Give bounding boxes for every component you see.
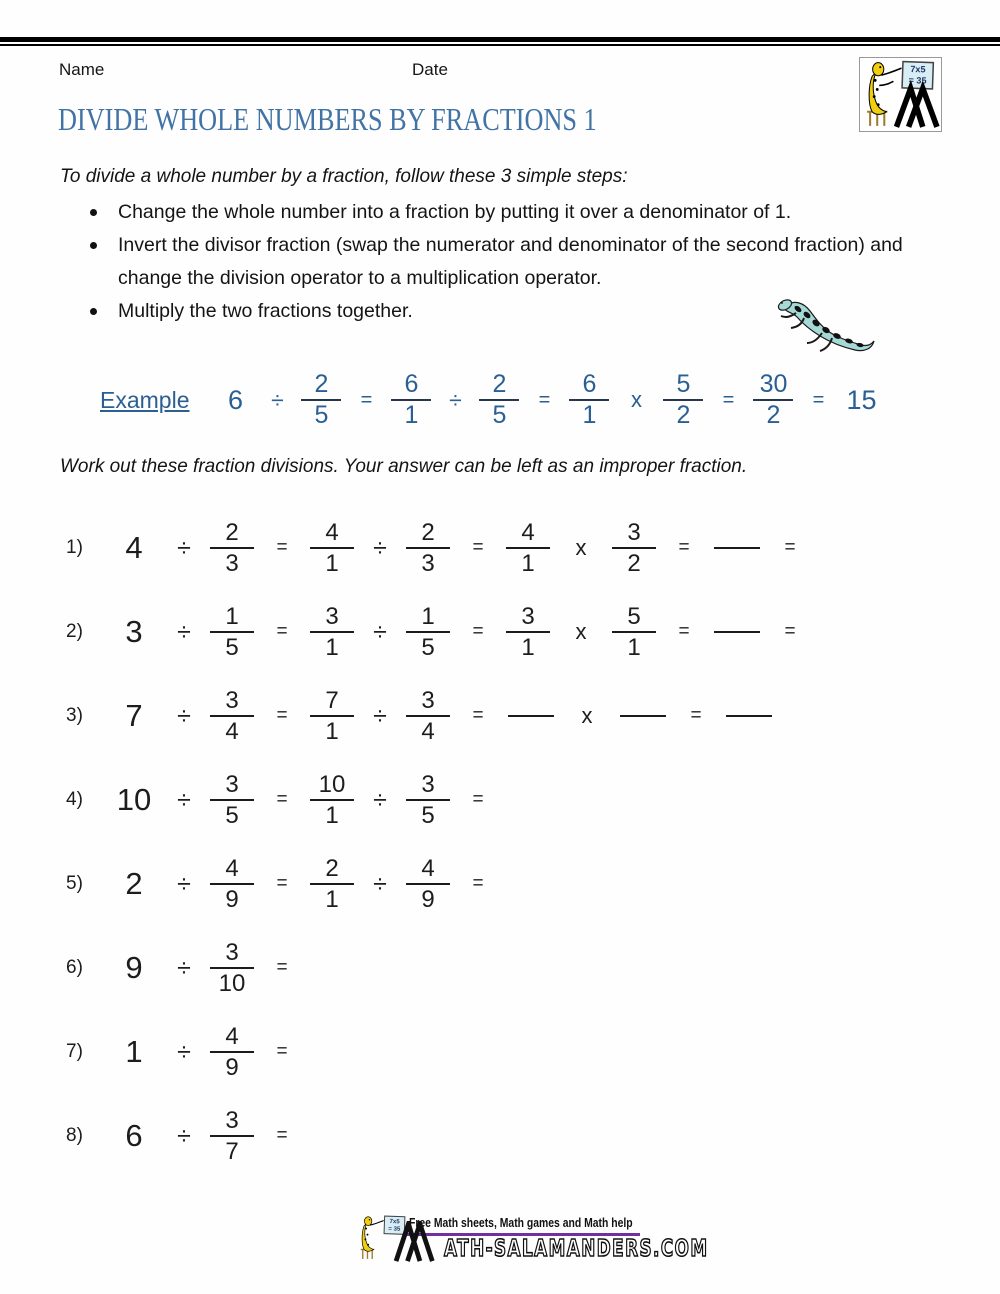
operator: = [690, 705, 702, 726]
operator: = [472, 621, 484, 642]
denominator: 2 [627, 550, 641, 577]
numerator: 4 [421, 855, 435, 882]
problem-equation [106, 940, 306, 996]
denominator: 5 [225, 634, 239, 661]
fraction [306, 604, 358, 660]
answer-line [714, 547, 760, 549]
denominator: 10 [218, 970, 246, 997]
date-label: Date [412, 60, 448, 79]
example-equation [213, 372, 883, 428]
numerator: 6 [404, 370, 419, 398]
fraction [306, 688, 358, 744]
fraction [402, 520, 454, 576]
answer-blank [708, 631, 766, 633]
numerator: 3 [225, 687, 239, 714]
fraction-bar [612, 547, 656, 549]
operator: x [575, 535, 587, 560]
numerator: 4 [225, 1023, 239, 1050]
denominator: 1 [627, 634, 641, 661]
fraction [402, 772, 454, 828]
operator: = [276, 537, 288, 558]
answer-line [508, 715, 554, 717]
denominator: 1 [325, 802, 339, 829]
problem-equation [106, 520, 814, 576]
operator: = [722, 388, 735, 411]
whole-number: 4 [125, 530, 143, 565]
fraction [608, 520, 660, 576]
operator: = [276, 957, 288, 978]
numerator: 3 [421, 771, 435, 798]
operator: ÷ [271, 386, 284, 413]
operator: = [276, 1041, 288, 1062]
fraction-bar [406, 799, 450, 801]
divider-rule [0, 37, 1000, 46]
fraction [206, 604, 258, 660]
problem-list [66, 506, 814, 1178]
problem-row [66, 758, 814, 842]
operator: ÷ [177, 1121, 191, 1150]
operator: ÷ [177, 785, 191, 814]
operator: ÷ [177, 869, 191, 898]
problem-row [66, 926, 814, 1010]
problem-number: 8) [66, 1125, 83, 1146]
math-salamanders-logo [859, 57, 942, 132]
denominator: 3 [421, 550, 435, 577]
problem-number: 5) [66, 873, 83, 894]
problem-equation [106, 856, 502, 912]
whole-number: 1 [125, 1034, 143, 1069]
fraction [659, 372, 707, 428]
denominator: 1 [325, 550, 339, 577]
fraction [475, 372, 523, 428]
denominator: 5 [225, 802, 239, 829]
fraction [206, 856, 258, 912]
numerator: 5 [676, 370, 691, 398]
numerator: 7 [325, 687, 339, 714]
denominator: 5 [492, 401, 507, 429]
operator: = [276, 621, 288, 642]
operator: ÷ [373, 701, 387, 730]
fraction [297, 372, 345, 428]
fraction [306, 856, 358, 912]
fraction-bar [210, 883, 254, 885]
denominator: 7 [225, 1138, 239, 1165]
whole-number: 3 [125, 614, 143, 649]
operator: = [538, 388, 551, 411]
operator: = [276, 789, 288, 810]
fraction-bar [506, 631, 550, 633]
numerator: 3 [225, 1107, 239, 1134]
fraction [502, 520, 554, 576]
problem-equation [106, 1024, 306, 1080]
fraction [206, 772, 258, 828]
m-glyph-icon [896, 88, 937, 126]
fraction [306, 520, 358, 576]
problem-number: 4) [66, 789, 83, 810]
fraction [206, 940, 258, 996]
footer-salamander-body [362, 1217, 384, 1252]
numerator: 4 [225, 855, 239, 882]
numerator: 3 [627, 519, 641, 546]
fraction [608, 604, 660, 660]
fraction-bar [310, 631, 354, 633]
problem-row [66, 674, 814, 758]
operator: ÷ [177, 701, 191, 730]
problem-equation [106, 688, 778, 744]
denominator: 1 [325, 886, 339, 913]
fraction-bar [310, 799, 354, 801]
salamander-icon [869, 63, 901, 115]
problem-row [66, 842, 814, 926]
problem-row [66, 590, 814, 674]
example-row [100, 356, 883, 444]
whole-number: 7 [125, 698, 143, 733]
example-label: Example [100, 386, 190, 413]
denominator: 1 [325, 718, 339, 745]
fraction [402, 856, 454, 912]
answer-line [714, 631, 760, 633]
operator: ÷ [177, 617, 191, 646]
answer-blank [614, 715, 672, 717]
fraction [502, 604, 554, 660]
operator: ÷ [373, 785, 387, 814]
problem-equation [106, 1108, 306, 1164]
chalkboard-icon [902, 62, 933, 89]
fraction [565, 372, 613, 428]
operator: = [472, 873, 484, 894]
numerator: 5 [627, 603, 641, 630]
answer-line [726, 715, 772, 717]
answer-blank [720, 715, 778, 717]
whole-number: 9 [125, 950, 143, 985]
problem-number: 2) [66, 621, 83, 642]
fraction [749, 372, 797, 428]
svg-text:= 35: = 35 [908, 75, 927, 86]
answer-blank [708, 547, 766, 549]
operator: = [472, 789, 484, 810]
svg-text:7x5: 7x5 [389, 1218, 400, 1226]
operator: = [678, 537, 690, 558]
denominator: 2 [676, 401, 691, 429]
fraction [206, 688, 258, 744]
footer-tagline: Free Math sheets, Math games and Math help [409, 1215, 633, 1230]
operator: ÷ [449, 386, 462, 413]
problem-equation [106, 604, 814, 660]
whole-number: 15 [846, 384, 877, 415]
fraction-bar [406, 547, 450, 549]
operator: ÷ [177, 533, 191, 562]
operator: ÷ [373, 617, 387, 646]
numerator: 10 [318, 771, 346, 798]
numerator: 2 [314, 370, 329, 398]
denominator: 1 [521, 550, 535, 577]
operator: x [575, 619, 587, 644]
svg-text:= 35: = 35 [388, 1226, 401, 1233]
numerator: 3 [521, 603, 535, 630]
name-label: Name [59, 60, 105, 79]
operator: = [276, 705, 288, 726]
numerator: 3 [225, 771, 239, 798]
problem-number: 3) [66, 705, 83, 726]
problem-equation [106, 772, 502, 828]
fraction [206, 1024, 258, 1080]
footer-m-glyph-icon [392, 1221, 444, 1263]
numerator: 4 [521, 519, 535, 546]
operator: = [812, 388, 825, 411]
page-title: DIVIDE WHOLE NUMBERS BY FRACTIONS 1 [58, 101, 597, 137]
step-item: Change the whole number into a fraction by putting it over a denominator of 1. [88, 196, 956, 229]
numerator: 3 [225, 939, 239, 966]
numerator: 2 [325, 855, 339, 882]
fraction-bar [210, 1135, 254, 1137]
whole-number: 6 [125, 1118, 143, 1153]
operator: = [360, 388, 373, 411]
fraction-bar [406, 715, 450, 717]
fraction-bar [506, 547, 550, 549]
whole-number: 6 [227, 384, 243, 415]
fraction [387, 372, 435, 428]
numerator: 1 [421, 603, 435, 630]
operator: ÷ [177, 953, 191, 982]
problem-number: 1) [66, 537, 83, 558]
denominator: 3 [225, 550, 239, 577]
operator: ÷ [177, 1037, 191, 1066]
fraction [402, 604, 454, 660]
fraction-bar [210, 631, 254, 633]
problem-row [66, 1010, 814, 1094]
denominator: 1 [325, 634, 339, 661]
problem-row [66, 506, 814, 590]
intro-text: To divide a whole number by a fraction, follow these 3 simple steps: [60, 166, 628, 187]
fraction [306, 772, 358, 828]
answer-blank [502, 715, 560, 717]
fraction-bar [210, 715, 254, 717]
operator: ÷ [373, 869, 387, 898]
fraction [206, 1108, 258, 1164]
numerator: 2 [421, 519, 435, 546]
svg-text:7x5: 7x5 [910, 63, 926, 75]
numerator: 1 [225, 603, 239, 630]
whole-number: 2 [125, 866, 143, 901]
fraction-bar [210, 967, 254, 969]
answer-line [620, 715, 666, 717]
work-instruction: Work out these fraction divisions. Your answer can be left as an improper fraction. [60, 456, 748, 477]
denominator: 4 [421, 718, 435, 745]
fraction [402, 688, 454, 744]
operator: = [472, 537, 484, 558]
step-item: Invert the divisor fraction (swap the numerator and denominator of the second fraction) and change the division operator to a multiplication operator. [88, 229, 956, 295]
denominator: 9 [225, 886, 239, 913]
denominator: 1 [521, 634, 535, 661]
denominator: 9 [421, 886, 435, 913]
operator: ÷ [373, 533, 387, 562]
operator: x [630, 387, 642, 412]
denominator: 1 [582, 401, 597, 429]
problem-number: 6) [66, 957, 83, 978]
numerator: 6 [582, 370, 597, 398]
step-item: Multiply the two fractions together. [88, 295, 956, 328]
fraction-bar [310, 883, 354, 885]
numerator: 3 [325, 603, 339, 630]
fraction-bar [406, 631, 450, 633]
fraction-bar [210, 799, 254, 801]
denominator: 9 [225, 1054, 239, 1081]
operator: x [581, 703, 593, 728]
numerator: 2 [492, 370, 507, 398]
denominator: 1 [404, 401, 419, 429]
operator: = [276, 873, 288, 894]
salamander-chalkboard-icon [860, 58, 941, 131]
fraction-bar [210, 547, 254, 549]
problem-number: 7) [66, 1041, 83, 1062]
denominator: 5 [421, 802, 435, 829]
denominator: 5 [421, 634, 435, 661]
numerator: 3 [421, 687, 435, 714]
fraction-bar [310, 547, 354, 549]
operator: = [784, 537, 796, 558]
problem-row [66, 1094, 814, 1178]
denominator: 5 [314, 401, 329, 429]
numerator: 4 [325, 519, 339, 546]
salamander-image [770, 296, 876, 362]
numerator: 30 [759, 370, 788, 398]
operator: = [472, 705, 484, 726]
footer-site-name: ATH-SALAMANDERS.COM [444, 1236, 709, 1262]
denominator: 2 [766, 401, 781, 429]
whole-number: 10 [116, 782, 152, 817]
operator: = [784, 621, 796, 642]
numerator: 2 [225, 519, 239, 546]
fraction-bar [612, 631, 656, 633]
fraction [206, 520, 258, 576]
denominator: 4 [225, 718, 239, 745]
fraction-bar [310, 715, 354, 717]
fraction-bar [406, 883, 450, 885]
operator: = [678, 621, 690, 642]
operator: = [276, 1125, 288, 1146]
fraction-bar [210, 1051, 254, 1053]
